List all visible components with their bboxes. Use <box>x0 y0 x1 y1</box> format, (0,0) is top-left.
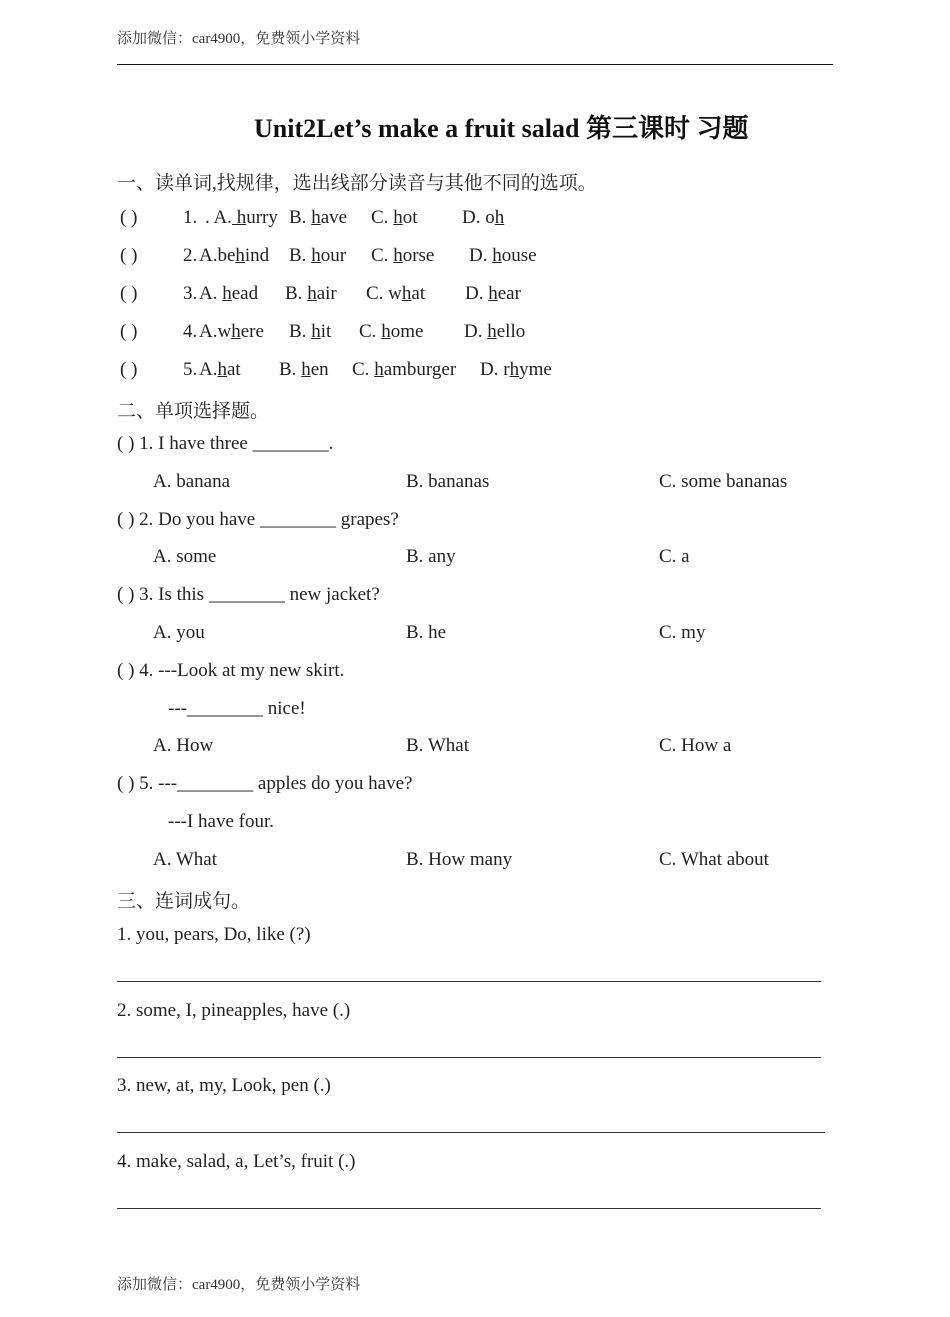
option-d-pre: D. <box>464 321 488 342</box>
item-2-number: 2. <box>183 245 198 266</box>
option-b-u: h <box>307 283 317 304</box>
section1-heading: 一、读单词,找规律，选出线部分读音与其他不同的选项。 <box>117 173 597 194</box>
item-4-number: 4. <box>183 321 198 342</box>
header-divider <box>117 64 833 65</box>
option-b-pre: B. <box>289 207 312 228</box>
option-a-pre: A.w <box>199 321 232 342</box>
option-a-pre: A.be <box>199 245 236 266</box>
option-d-u: h <box>494 207 505 228</box>
option-b-post: en <box>310 359 329 380</box>
item-2-option-d <box>469 245 537 267</box>
option-d-pre: D. r <box>480 359 510 380</box>
item-5-option-b <box>279 359 329 381</box>
option-c-pre: C. <box>359 321 382 342</box>
item-2-option-b <box>289 245 346 267</box>
option-a-u: h <box>231 207 247 228</box>
option-c-post: ome <box>390 321 424 342</box>
section3-heading: 三、连词成句。 <box>117 891 251 912</box>
item-1-option-a <box>205 207 278 229</box>
item-5-number: 5. <box>183 359 198 380</box>
q3-option-a: A. you <box>153 622 205 643</box>
answer-line-4[interactable] <box>117 1208 821 1209</box>
option-b-pre: B. <box>279 359 302 380</box>
question-1: ( ) 1. I have three ________. <box>117 433 334 454</box>
option-b-post: it <box>320 321 332 342</box>
question-5: ( ) 5. ---________ apples do you have? <box>117 773 413 794</box>
option-c-u: h <box>374 359 384 380</box>
item-2-option-c <box>371 245 434 267</box>
item-1-option-c <box>371 207 417 229</box>
option-b-pre: B. <box>289 245 312 266</box>
q5-option-a: A. What <box>153 849 218 870</box>
q1-option-a: A. banana <box>153 471 231 492</box>
item-1-number: 1. <box>183 207 198 228</box>
option-c-pre: C. <box>352 359 375 380</box>
option-d-pre: D. o <box>462 207 495 228</box>
q5-reply: ---I have four. <box>168 811 275 832</box>
item-3-option-b <box>285 283 337 305</box>
q3-option-c: C. my <box>659 622 706 643</box>
option-c-post: at <box>411 283 426 304</box>
option-a-post: ere <box>240 321 264 342</box>
item-3-option-c <box>366 283 425 305</box>
option-b-u: h <box>311 245 321 266</box>
option-d-pre: D. <box>469 245 493 266</box>
option-b-pre: B. <box>289 321 312 342</box>
q2-option-c: C. a <box>659 546 690 567</box>
answer-line-3[interactable] <box>117 1132 825 1133</box>
option-c-u: h <box>393 245 403 266</box>
q4-option-b: B. What <box>406 735 469 756</box>
question-3: ( ) 3. Is this ________ new jacket? <box>117 584 380 605</box>
option-b-post: ave <box>320 207 348 228</box>
option-d-u: h <box>492 245 502 266</box>
item-3-option-a <box>199 283 258 305</box>
item-1-option-b <box>289 207 347 229</box>
item-4-option-d <box>464 321 525 343</box>
option-d-post: ello <box>496 321 526 342</box>
option-a-u: h <box>231 321 241 342</box>
q1-option-c: C. some bananas <box>659 471 788 492</box>
option-c-u: h <box>381 321 391 342</box>
option-c-u: h <box>393 207 403 228</box>
option-d-pre: D. <box>465 283 489 304</box>
item-5-paren: ( ) <box>120 359 138 380</box>
question-2: ( ) 2. Do you have ________ grapes? <box>117 509 399 530</box>
q4-reply: ---________ nice! <box>168 698 306 719</box>
item-1-paren: ( ) <box>120 207 138 228</box>
option-d-post: ouse <box>501 245 537 266</box>
sentence-4: 4. make, salad, a, Let’s, fruit (.) <box>117 1151 356 1172</box>
option-a-u: h <box>217 359 227 380</box>
question-4: ( ) 4. ---Look at my new skirt. <box>117 660 345 681</box>
q2-option-b: B. any <box>406 546 456 567</box>
option-b-u: h <box>311 207 321 228</box>
item-4-option-b <box>289 321 331 343</box>
option-a-pre: A. <box>199 359 218 380</box>
sentence-2: 2. some, I, pineapples, have (.) <box>117 1000 351 1021</box>
item-1-option-d <box>462 207 504 229</box>
page-footer: 添加微信：car4900，免费领小学资料 <box>117 1277 361 1293</box>
option-b-u: h <box>301 359 311 380</box>
q4-option-c: C. How a <box>659 735 732 756</box>
q4-option-a: A. How <box>153 735 214 756</box>
q2-option-a: A. some <box>153 546 217 567</box>
option-a-pre: . A. <box>205 207 232 228</box>
option-d-post: yme <box>519 359 552 380</box>
item-2-option-a <box>199 245 269 267</box>
q1-option-b: B. bananas <box>406 471 490 492</box>
option-c-post: amburger <box>383 359 457 380</box>
option-c-pre: C. <box>371 207 394 228</box>
option-a-post: ind <box>244 245 270 266</box>
option-a-pre: A. <box>199 283 223 304</box>
item-3-option-d <box>465 283 521 305</box>
option-c-pre: C. w <box>366 283 402 304</box>
option-c-pre: C. <box>371 245 394 266</box>
sentence-1: 1. you, pears, Do, like (?) <box>117 924 311 945</box>
option-a-u: h <box>235 245 245 266</box>
option-b-u: h <box>311 321 321 342</box>
option-b-pre: B. <box>285 283 308 304</box>
option-a-u: h <box>222 283 232 304</box>
q5-option-c: C. What about <box>659 849 769 870</box>
section2-heading: 二、单项选择题。 <box>117 401 270 422</box>
option-a-post: urry <box>246 207 278 228</box>
page-title: Unit2Let’s make a fruit salad 第三课时 习题 <box>254 114 749 143</box>
option-b-post: air <box>316 283 337 304</box>
item-4-paren: ( ) <box>120 321 138 342</box>
option-c-u: h <box>401 283 412 304</box>
item-5-option-c <box>352 359 456 381</box>
item-5-option-a <box>199 359 241 381</box>
item-4-option-c <box>359 321 423 343</box>
item-3-number: 3. <box>183 283 198 304</box>
item-5-option-d <box>480 359 552 381</box>
option-c-post: orse <box>402 245 435 266</box>
option-b-post: our <box>320 245 347 266</box>
answer-line-1[interactable] <box>117 981 821 982</box>
option-a-post: at <box>226 359 241 380</box>
item-4-option-a <box>199 321 264 343</box>
q5-option-b: B. How many <box>406 849 513 870</box>
item-2-paren: ( ) <box>120 245 138 266</box>
option-a-post: ead <box>231 283 259 304</box>
page-header: 添加微信：car4900，免费领小学资料 <box>117 31 361 47</box>
option-d-u: h <box>487 321 497 342</box>
option-c-post: ot <box>402 207 418 228</box>
sentence-3: 3. new, at, my, Look, pen (.) <box>117 1075 331 1096</box>
option-d-u: h <box>488 283 498 304</box>
answer-line-2[interactable] <box>117 1057 821 1058</box>
item-3-paren: ( ) <box>120 283 138 304</box>
option-d-post: ear <box>497 283 521 304</box>
q3-option-b: B. he <box>406 622 447 643</box>
option-d-u: h <box>509 359 520 380</box>
